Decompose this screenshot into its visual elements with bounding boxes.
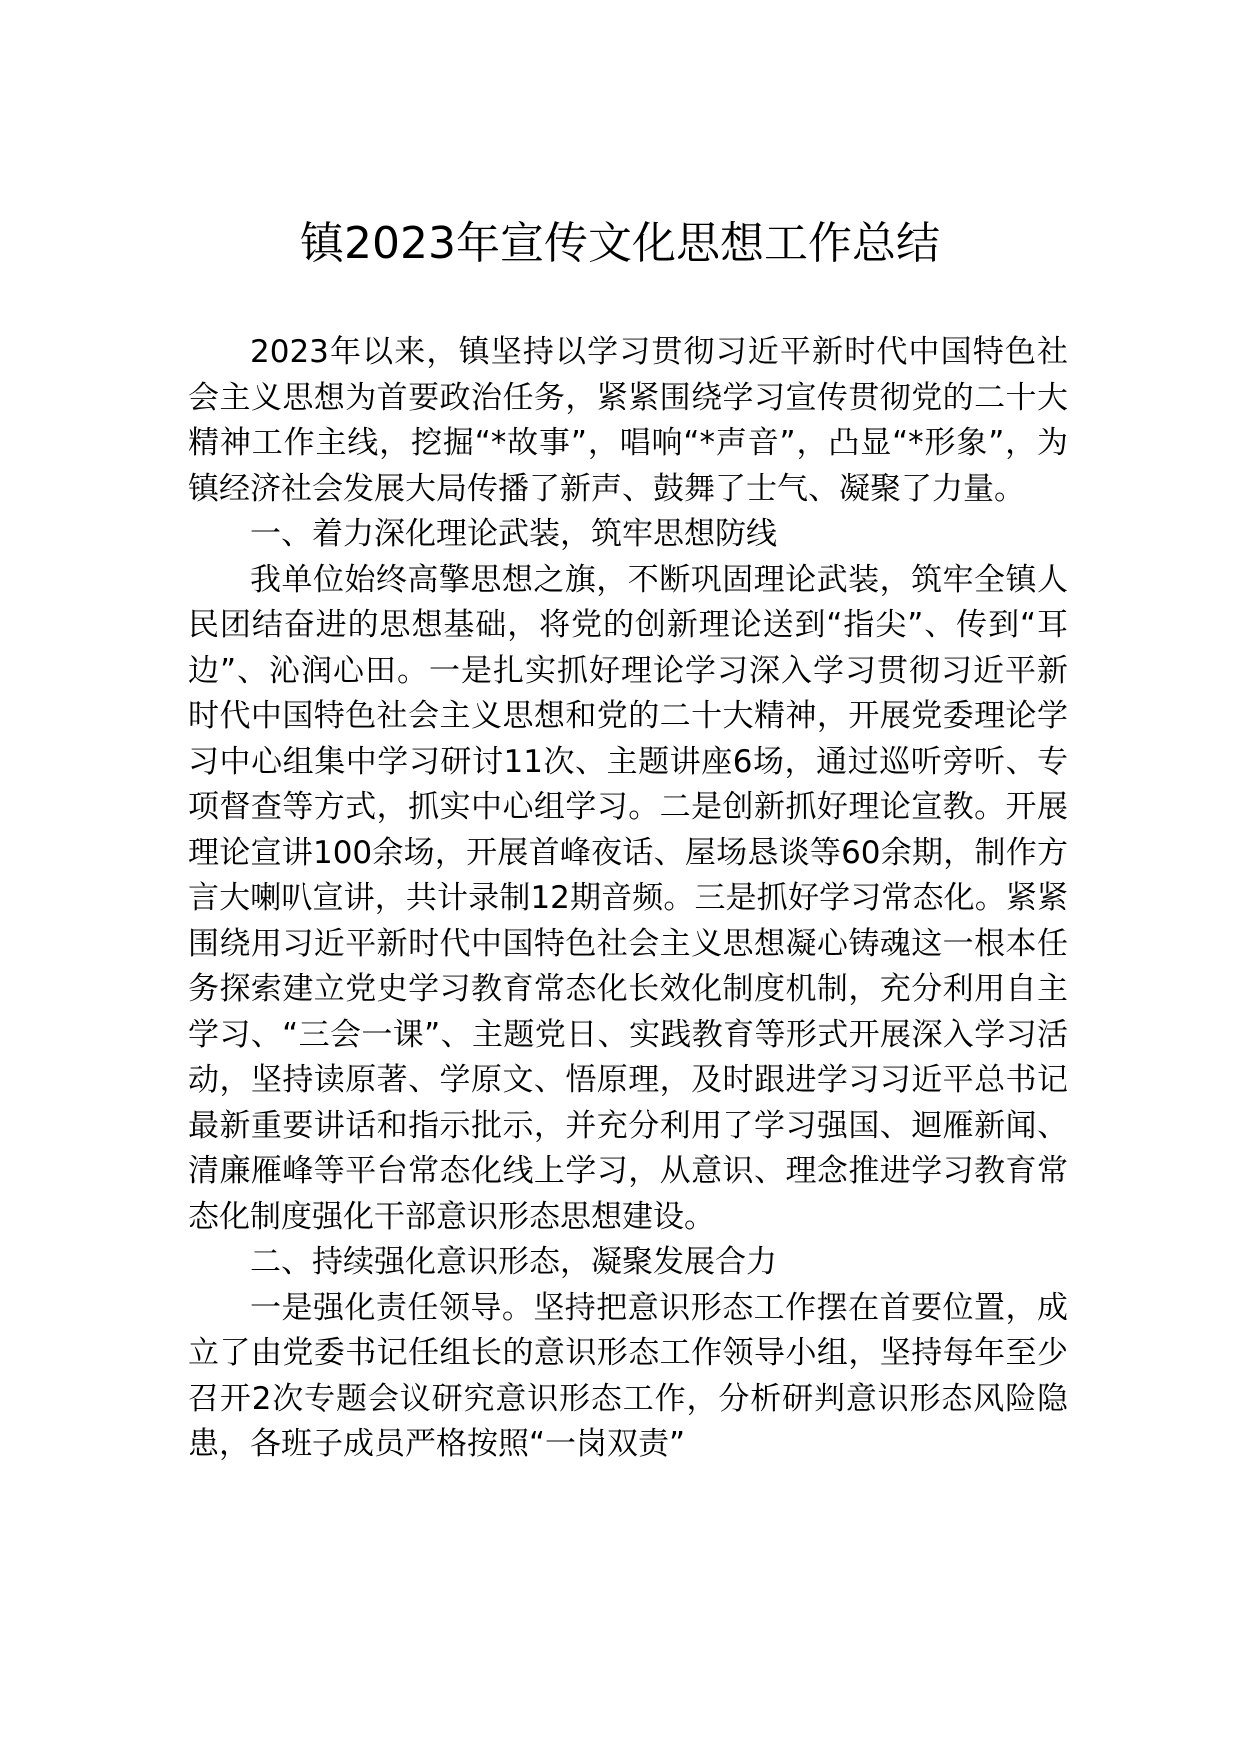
section-2-paragraph: 一是强化责任领导。坚持把意识形态工作摆在首要位置，成立了由党委书记任组长的意识形态工作领导小组，坚持每年至少召开2次专题会议研究意识形态工作，分析研判意识形态风险隐患，各班子成员严格按照“一岗双责” [188, 1289, 1068, 1462]
section-1-paragraph: 我单位始终高擎思想之旗，不断巩固理论武装，筑牢全镇人民团结奋进的思想基础，将党的创新理论送到“指尖”、传到“耳边”、沁润心田。一是扎实抓好理论学习深入学习贯彻习近平新时代中国特色社会主义思想和党的二十大精神，开展党委理论学习中心组集中学习研讨11次、主题讲座6场，通过巡听旁听、专项督查等方式，抓实中心组学习。二是创新抓好理论宣教。开展理论宣讲100余场，开展首峰夜话、屋场恳谈等60余期，制作方言大喇叭宣讲，共计录制12期音频。三是抓好学习常态化。紧紧围绕用习近平新时代中国特色社会主义思想凝心铸魂这一根本任务探索建立党史学习教育常态化长效化制度机制，充分利用自主学习、“三会一课”、主题党日、实践教育等形式开展深入学习活动，坚持读原著、学原文、悟原理，及时跟进学习习近平总书记最新重要讲话和指示批示，并充分利用了学习强国、迴雁新闻、清廉雁峰等平台常态化线上学习，从意识、理念推进学习教育常态化制度强化干部意识形态思想建设。 [188, 561, 1068, 1235]
document-title: 镇2023年宣传文化思想工作总结 [300, 218, 940, 269]
section-heading-2: 二、持续强化意识形态，凝聚发展合力 [250, 1244, 777, 1280]
intro-paragraph: 2023年以来，镇坚持以学习贯彻习近平新时代中国特色社会主义思想为首要政治任务，紧紧围绕学习宣传贯彻党的二十大精神工作主线，挖掘“*故事”，唱响“*声音”，凸显“*形象”，为镇经济社会发展大局传播了新声、鼓舞了士气、凝聚了力量。 [188, 334, 1068, 507]
document-body [188, 330, 1068, 1468]
section-heading-1: 一、着力深化理论武装，筑牢思想防线 [250, 516, 777, 552]
